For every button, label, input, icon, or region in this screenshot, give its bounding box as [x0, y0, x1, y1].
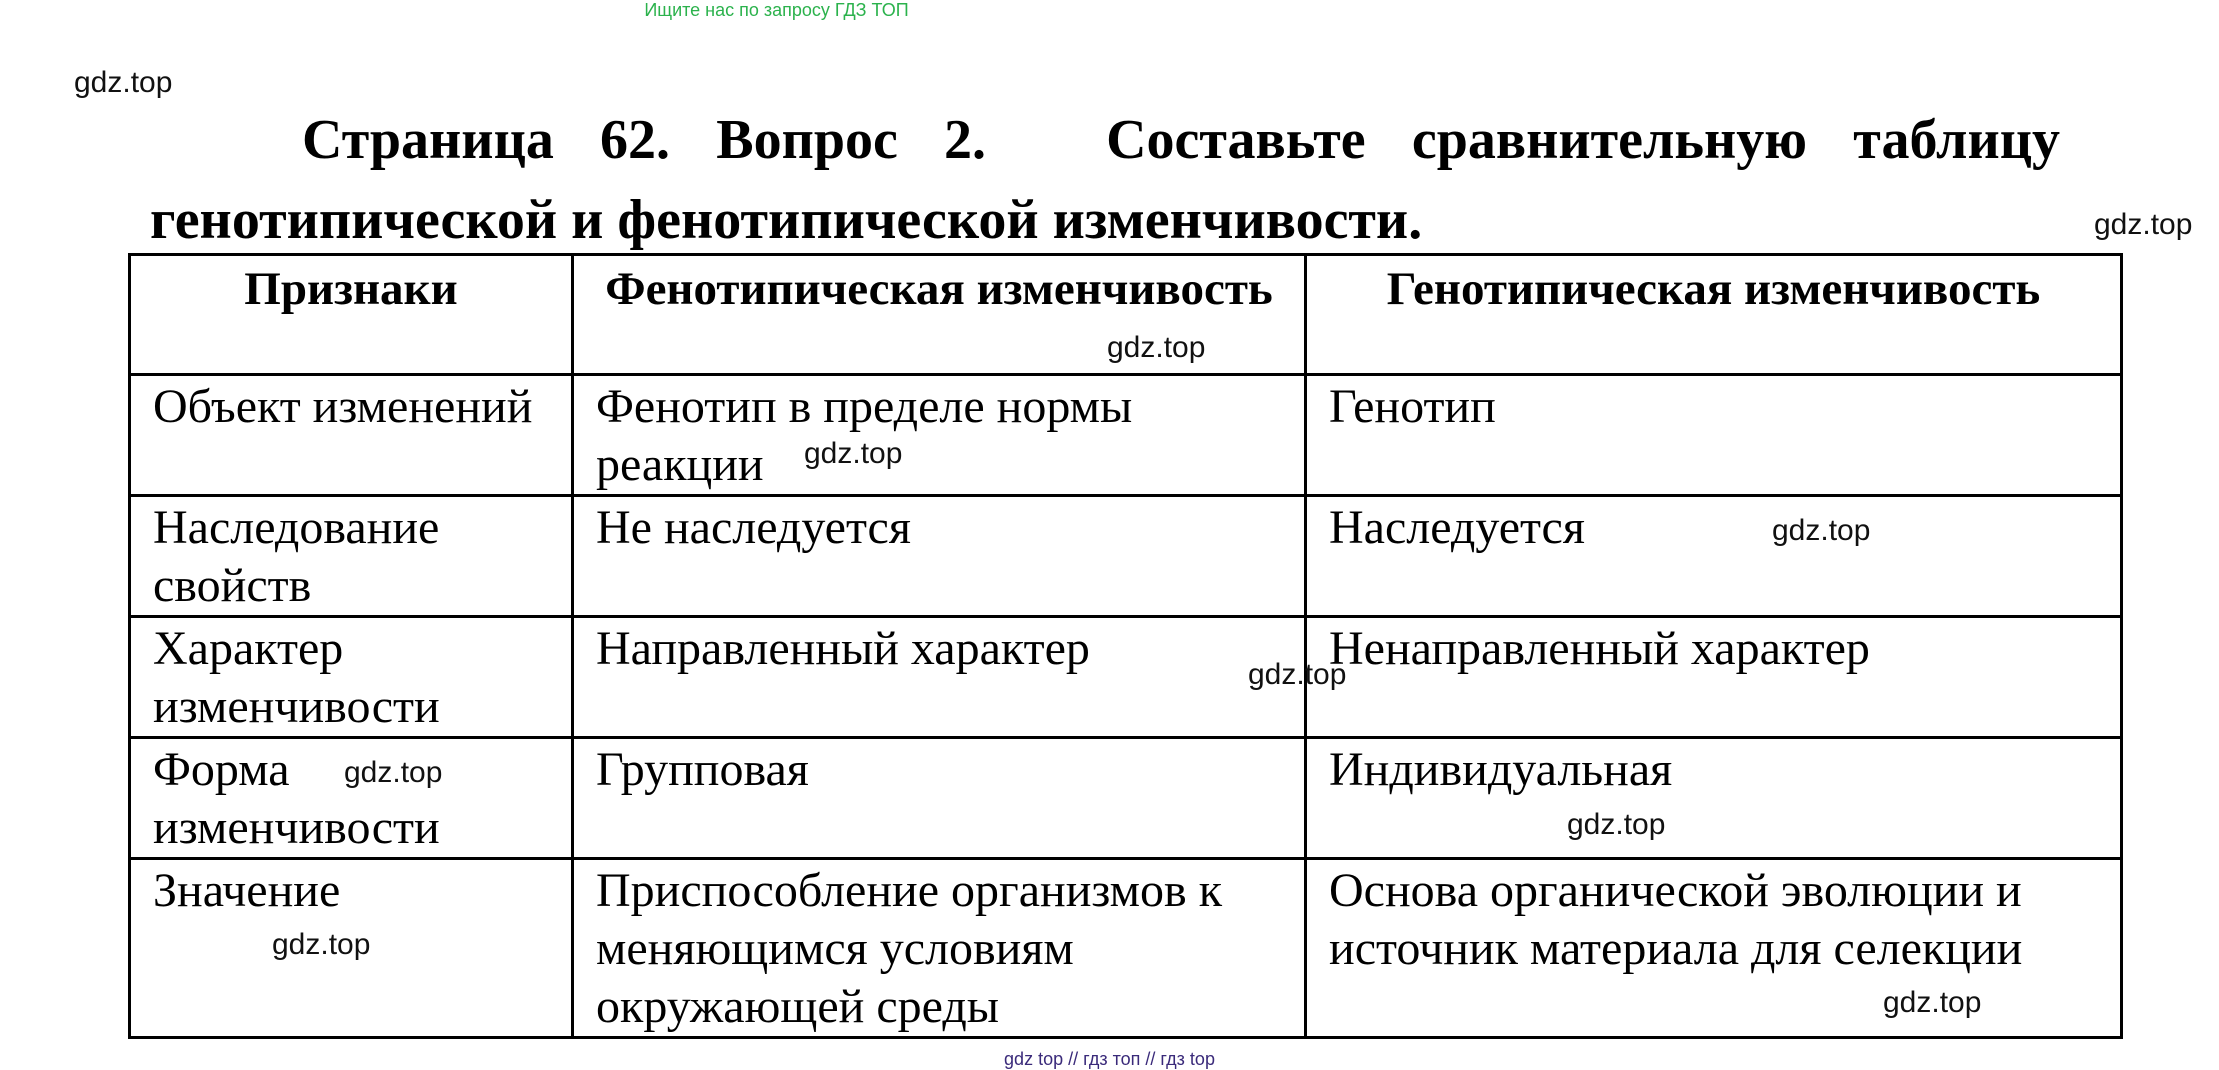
watermark: gdz.top — [1248, 658, 1347, 691]
page-title — [150, 100, 2060, 260]
table-cell: Ненаправленный характер — [1306, 617, 2122, 738]
table-row — [130, 859, 2122, 1038]
bottom-links[interactable]: gdz top // гдз топ // гдз top — [1004, 1049, 1215, 1069]
watermark: gdz.top — [74, 66, 173, 99]
table-cell: Форма изменчивости — [130, 738, 573, 859]
table-row — [130, 375, 2122, 496]
table-cell: Направленный характер — [573, 617, 1306, 738]
table-cell: Индивидуальная — [1306, 738, 2122, 859]
watermark: gdz.top — [804, 437, 903, 470]
table-cell: Групповая — [573, 738, 1306, 859]
table-cell: Фенотип в пределе нормы реакции — [573, 375, 1306, 496]
table-cell: Основа органической эволюции и источник материала для селекции — [1306, 859, 2122, 1038]
title-task: Составьте сравнительную таблицу — [1106, 109, 2061, 171]
title-line-1 — [150, 100, 2060, 180]
table-cell: Наследование свойств — [130, 496, 573, 617]
table-cell: Значение — [130, 859, 573, 1038]
table-cell: Генотип — [1306, 375, 2122, 496]
top-banner[interactable]: Ищите нас по запросу ГДЗ ТОП — [644, 0, 909, 20]
watermark: gdz.top — [1772, 514, 1871, 547]
watermark: gdz.top — [1107, 331, 1206, 364]
table-cell: Наследуется — [1306, 496, 2122, 617]
watermark: gdz.top — [344, 756, 443, 789]
watermark: gdz.top — [1567, 808, 1666, 841]
header-cell: Признаки — [130, 255, 573, 375]
table-row — [130, 617, 2122, 738]
watermark: gdz.top — [272, 928, 371, 961]
table-cell: Не наследуется — [573, 496, 1306, 617]
header-cell: Фенотипическая изменчивость — [573, 255, 1306, 375]
watermark: gdz.top — [2094, 208, 2193, 241]
header-cell: Генотипическая изменчивость — [1306, 255, 2122, 375]
title-line-2: генотипической и фенотипической изменчивости. — [150, 189, 1423, 251]
table-cell: Приспособление организмов к меняющимся условиям окружающей среды — [573, 859, 1306, 1038]
watermark: gdz.top — [1883, 986, 1982, 1019]
table-cell: Характер изменчивости — [130, 617, 573, 738]
table-cell: Объект изменений — [130, 375, 573, 496]
title-question: Страница 62. Вопрос 2. — [302, 109, 987, 171]
comparison-table — [128, 253, 2123, 1039]
